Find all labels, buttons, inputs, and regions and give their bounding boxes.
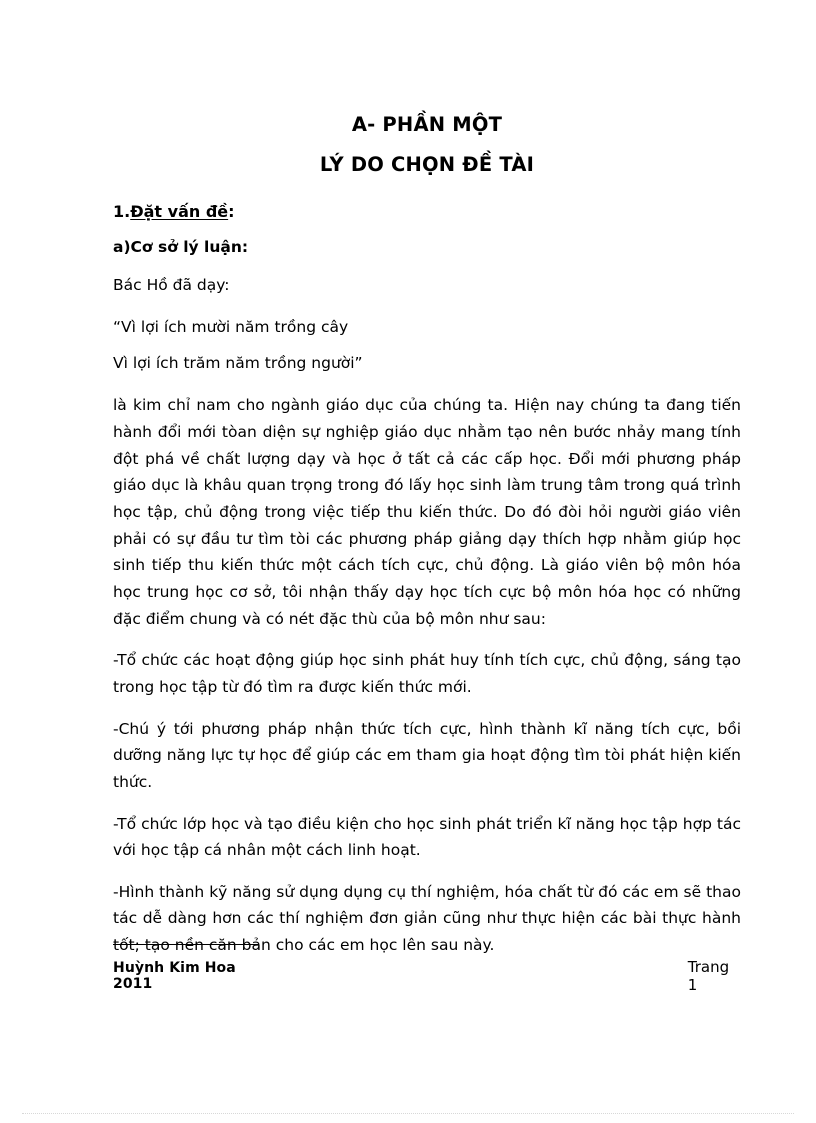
- quote-line-2: Vì lợi ích trăm năm trồng người”: [113, 354, 363, 373]
- document-title-line-1: A- PHẦN MỘT: [351, 113, 503, 136]
- quote-line-1: “Vì lợi ích mười năm trồng cây: [113, 318, 349, 337]
- page-footer: [113, 944, 741, 994]
- section-heading-number: 1.: [113, 202, 131, 221]
- page-content: [113, 0, 741, 959]
- list-item: -Tổ chức các hoạt động giúp học sinh phát huy tính tích cực, chủ động, sáng tạo trong học tập từ đó tìm ra được kiến thức mới.: [113, 651, 741, 696]
- lead-line: Bác Hồ đã dạy:: [113, 276, 230, 294]
- footer-row: [113, 958, 741, 994]
- section-heading-colon: :: [228, 202, 235, 221]
- footer-page-number: Trang 1: [687, 958, 730, 994]
- section-heading-text: Đặt vấn đề: [130, 202, 229, 221]
- footer-author: Huỳnh Kim Hoa 2011: [113, 960, 236, 992]
- footer-separator-rule: [113, 944, 259, 945]
- section-heading-dat-van-de: [113, 176, 741, 221]
- document-title-line-2: LÝ DO CHỌN ĐỀ TÀI: [319, 153, 535, 176]
- subsection-heading-co-so-ly-luan: a)Cơ sở lý luận:: [113, 238, 249, 256]
- list-item: -Tổ chức lớp học và tạo điều kiện cho học sinh phát triển kĩ năng học tập hợp tác với học tập cá nhân một cách linh hoạt.: [113, 814, 741, 860]
- page-bottom-edge: [22, 1113, 794, 1114]
- list-item: -Chú ý tới phương pháp nhận thức tích cực, hình thành kĩ năng tích cực, bồi dưỡng năng lực tự học để giúp các em tham gia hoạt động tìm tòi phát hiện kiến thức.: [113, 719, 741, 791]
- list-item: -Hình thành kỹ năng sử dụng dụng cụ thí nghiệm, hóa chất từ đó các em sẽ thao tác dễ dàng hơn các thí nghiệm đơn giản cũng như thực hiện các bài thực hành tốt; tạo nền căn bản cho các em học lên sau này.: [113, 882, 741, 955]
- body-paragraph: là kim chỉ nam cho ngành giáo dục của chúng ta. Hiện nay chúng ta đang tiến hành đổi mới tòan diện sự nghiệp giáo dục nhằm tạo nên bước nhảy mang tính đột phá về chất lượng dạy và học ở tất cả các cấp học. Đổi mới phương pháp giáo dục là khâu quan trọng trong đó lấy học sinh làm trung tâm trong quá trình học tập, chủ động trong việc tiếp thu kiến thức. Do đó đòi hỏi người giáo viên phải có sự đầu tư tìm tòi các phương pháp giảng dạy thích hợp nhằm giúp học sinh tiếp thu kiến thức một cách tích cực, chủ động. Là giáo viên bộ môn hóa học trung học cơ sở, tôi nhận thấy dạy học tích cực bộ môn hóa học có những đặc điểm chung và có nét đặc thù của bộ môn như sau:: [113, 396, 741, 628]
